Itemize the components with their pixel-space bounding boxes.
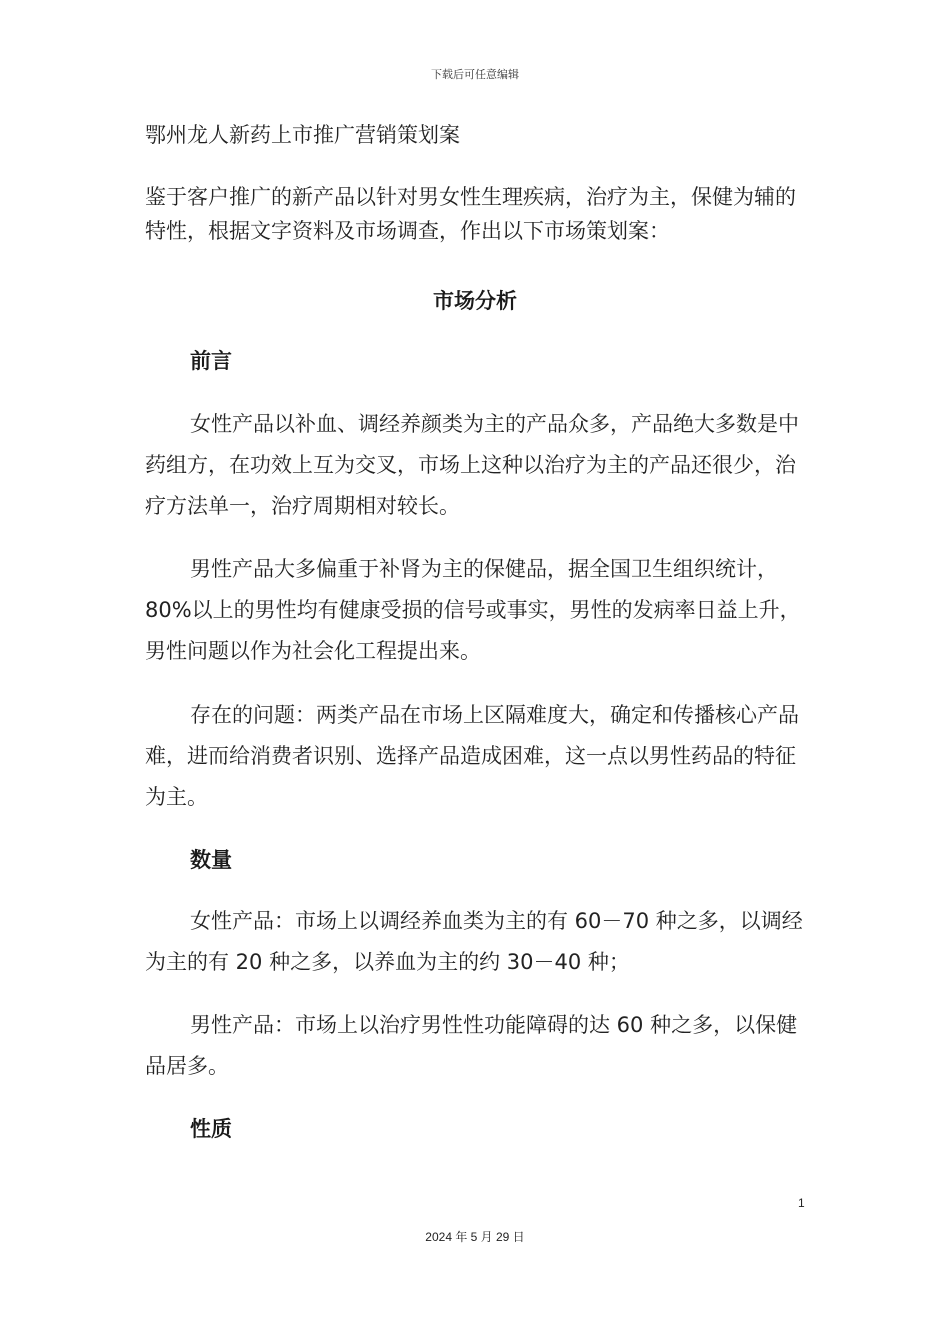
paragraph-female-quantity: 女性产品：市场上以调经养血类为主的有 60－70 种之多，以调经为主的有 20 种之多，以养血为主的约 30－40 种； — [145, 909, 803, 974]
paragraph-female-products: 女性产品以补血、调经养颜类为主的产品众多，产品绝大多数是中药组方，在功效上互为交叉，市场上这种以治疗为主的产品还很少，治疗方法单一，治疗周期相对较长。 — [145, 412, 799, 518]
subhead-quantity: 数量 — [190, 848, 232, 872]
page-number: 1 — [798, 1196, 805, 1210]
document-title: 鄂州龙人新药上市推广营销策划案 — [145, 123, 460, 147]
paragraph-male-products: 男性产品大多偏重于补肾为主的保健品，据全国卫生组织统计，80%以上的男性均有健康受损的信号或事实，男性的发病率日益上升，男性问题以作为社会化工程提出来。 — [145, 557, 801, 663]
paragraph-problems: 存在的问题：两类产品在市场上区隔难度大，确定和传播核心产品难，进而给消费者识别、选择产品造成困难，这一点以男性药品的特征为主。 — [145, 703, 799, 809]
subhead-nature: 性质 — [190, 1117, 232, 1141]
page-footer-date: 2024 年 5 月 29 日 — [425, 1230, 525, 1244]
subhead-preface: 前言 — [190, 349, 232, 373]
section-title: 市场分析 — [433, 289, 517, 313]
paragraph-male-quantity: 男性产品：市场上以治疗男性性功能障碍的达 60 种之多，以保健品居多。 — [145, 1013, 798, 1078]
page-header: 下载后可任意编辑 — [431, 68, 519, 81]
intro-paragraph: 鉴于客户推广的新产品以针对男女性生理疾病，治疗为主，保健为辅的特性，根据文字资料及市场调查，作出以下市场策划案： — [145, 185, 796, 243]
